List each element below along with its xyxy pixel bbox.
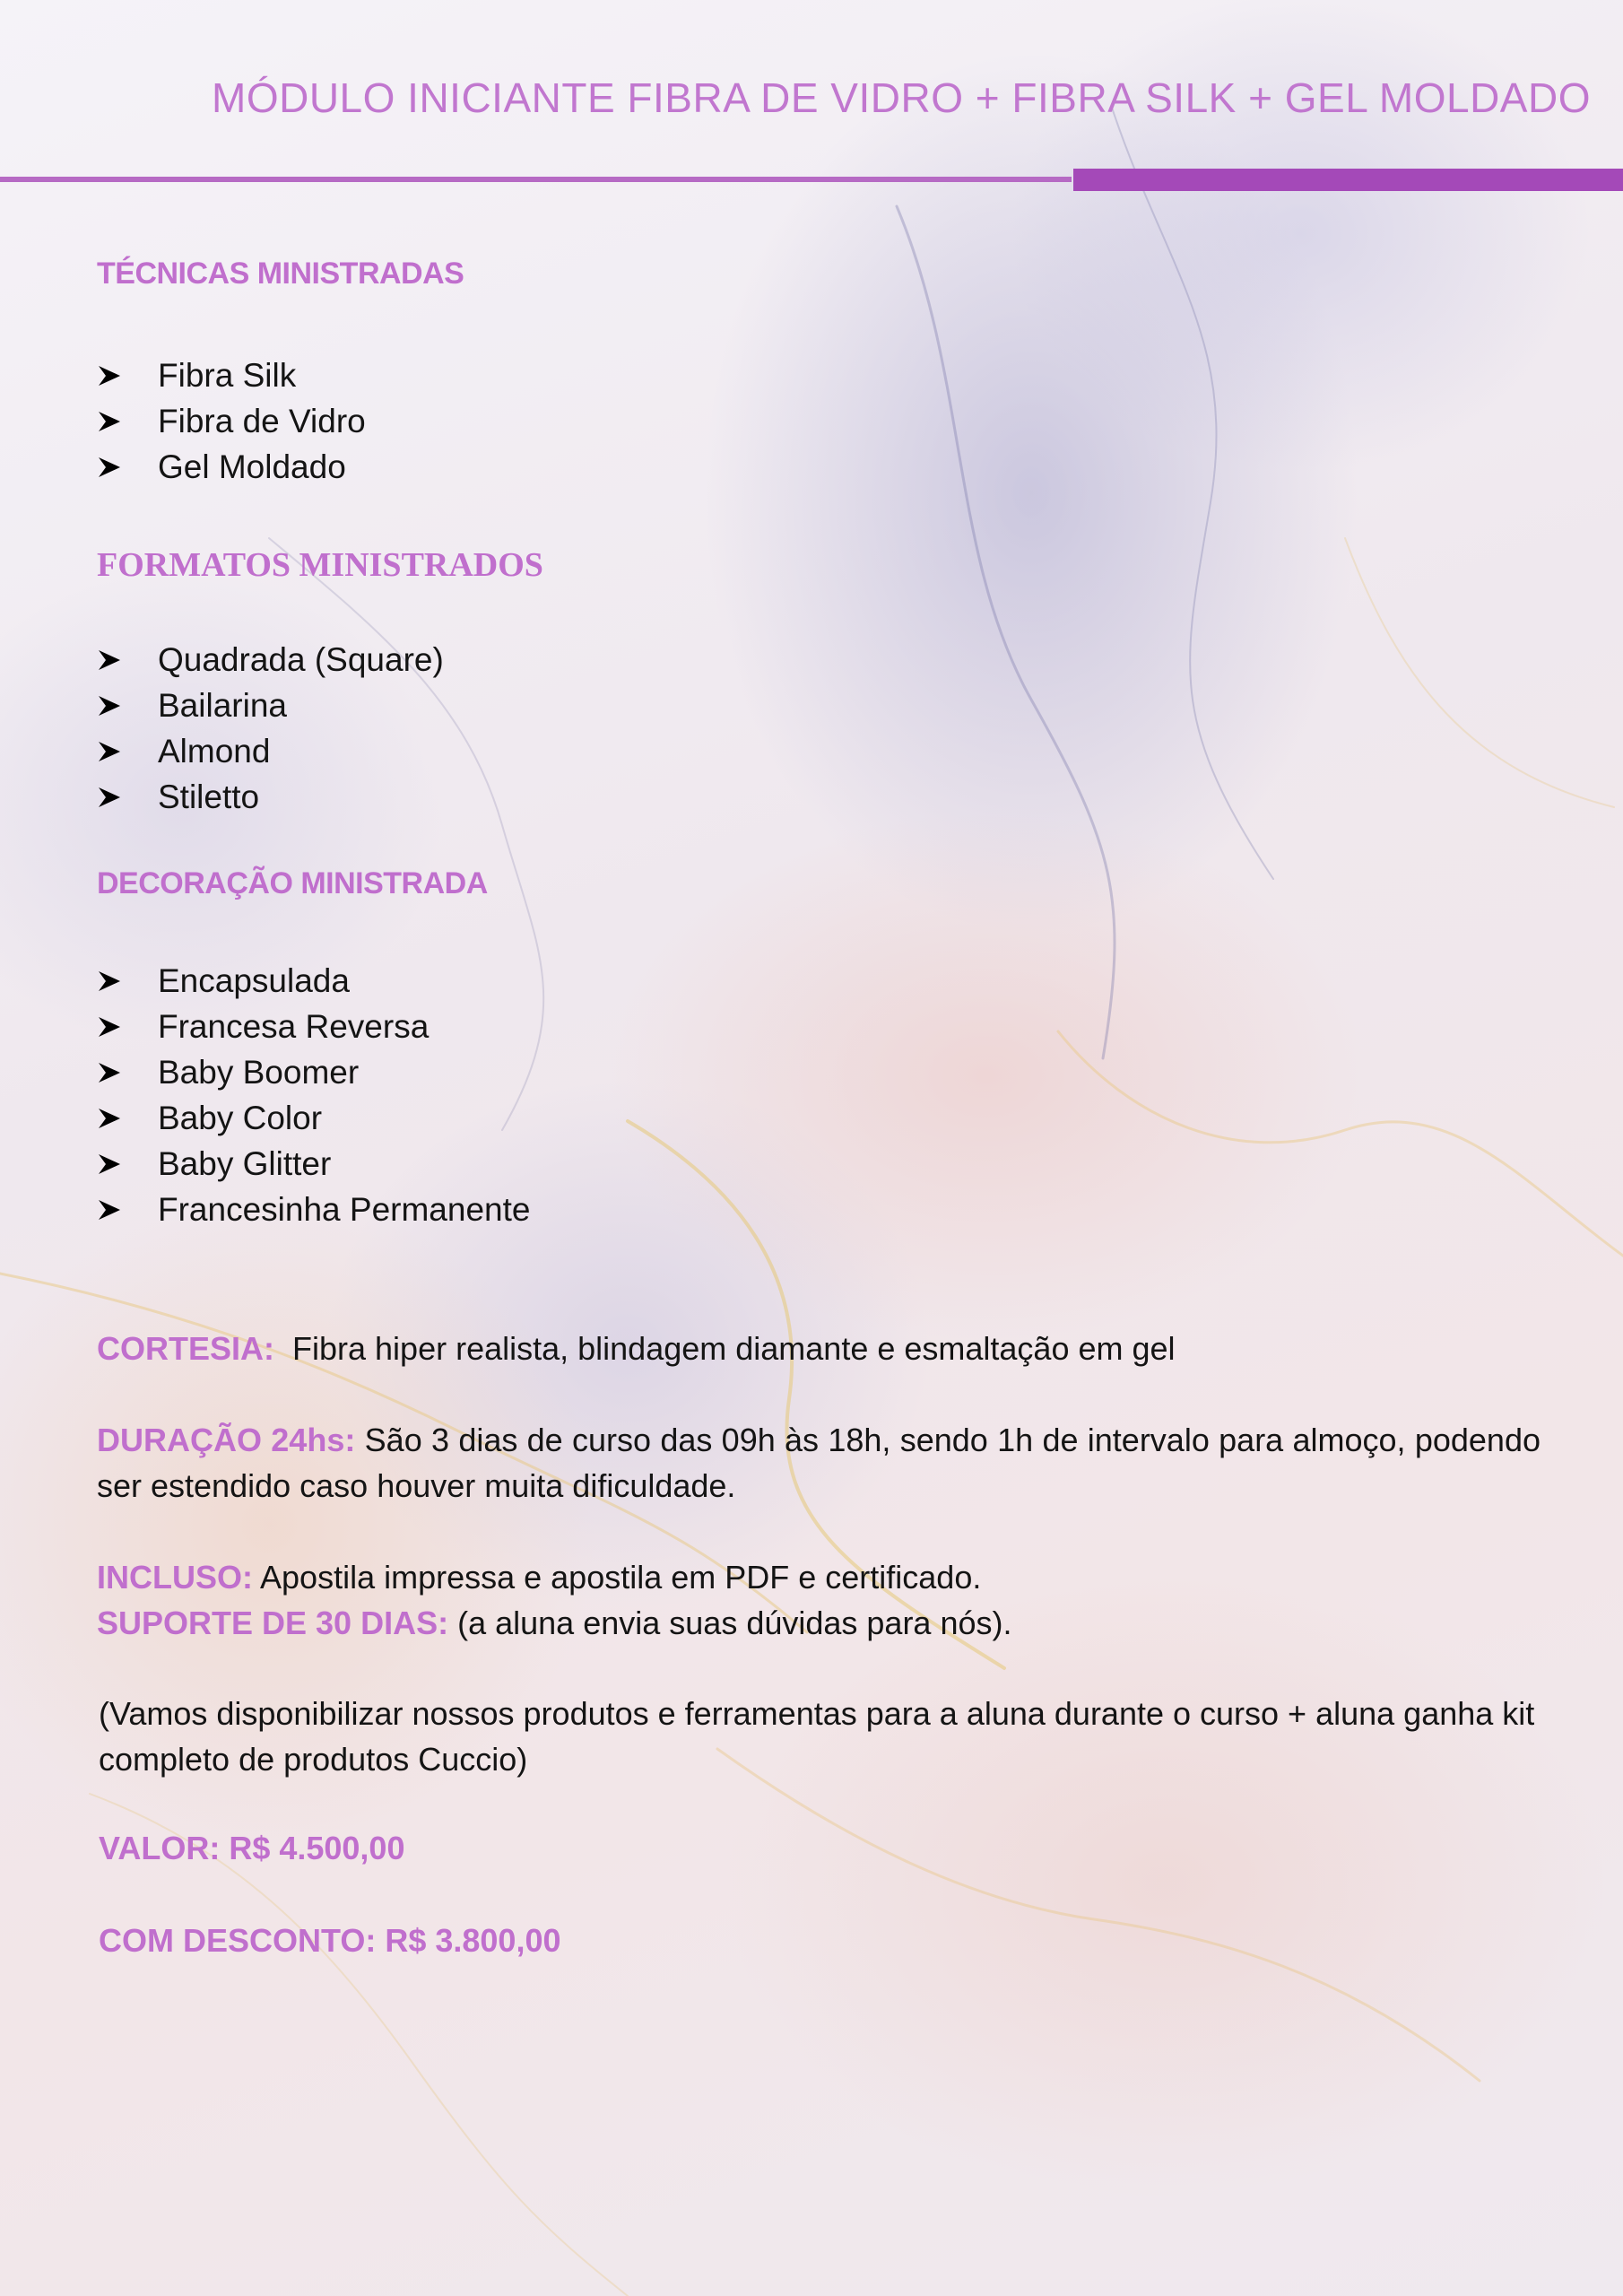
list-item-label: Baby Boomer: [158, 1053, 360, 1091]
header-rule-thick: [1073, 169, 1623, 191]
suporte-text: (a aluna envia suas dúvidas para nós).: [457, 1605, 1012, 1641]
duracao-paragraph: [97, 1417, 1541, 1509]
cortesia-label: CORTESIA:: [97, 1330, 274, 1367]
section-title-tecnicas: TÉCNICAS MINISTRADAS: [97, 257, 464, 291]
list-item-label: Francesa Reversa: [158, 1007, 430, 1045]
list-item-label: Francesinha Permanente: [158, 1190, 531, 1228]
list-item: [97, 1095, 530, 1141]
list-item: [97, 1004, 530, 1049]
duracao-text: São 3 dias de curso das 09h às 18h, sendo 1h de intervalo para almoço, podendo ser estendido caso houver muita dificuldade.: [97, 1422, 1541, 1504]
arrow-bullet-icon: [97, 410, 158, 433]
arrow-bullet-icon: [97, 648, 158, 672]
cortesia-paragraph: [97, 1326, 1541, 1371]
list-item: [97, 352, 366, 398]
page-title: MÓDULO INICIANTE FIBRA DE VIDRO + FIBRA SILK + GEL MOLDADO: [212, 74, 1591, 121]
arrow-bullet-icon: [97, 1015, 158, 1039]
list-item-label: Fibra de Vidro: [158, 402, 366, 439]
section-title-decoracao: DECORAÇÃO MINISTRADA: [97, 866, 488, 900]
list-item: [97, 774, 444, 820]
list-item: [97, 1141, 530, 1187]
arrow-bullet-icon: [97, 1061, 158, 1084]
list-item: [97, 637, 444, 683]
arrow-bullet-icon: [97, 970, 158, 993]
list-item-label: Baby Color: [158, 1099, 323, 1136]
list-item-label: Fibra Silk: [158, 356, 297, 394]
incluso-text: Apostila impressa e apostila em PDF e certificado.: [260, 1559, 982, 1596]
list-item: [97, 728, 444, 774]
arrow-bullet-icon: [97, 786, 158, 809]
price-discount: COM DESCONTO: R$ 3.800,00: [99, 1922, 561, 1959]
incluso-paragraph: [97, 1554, 1541, 1600]
arrow-bullet-icon: [97, 364, 158, 387]
list-decoracao: [97, 958, 530, 1232]
suporte-label: SUPORTE DE 30 DIAS:: [97, 1605, 449, 1641]
price-value: VALOR: R$ 4.500,00: [99, 1830, 405, 1866]
list-item-label: Encapsulada: [158, 961, 350, 999]
header-rule-thin: [0, 177, 1072, 182]
list-item: [97, 958, 530, 1004]
incluso-label: INCLUSO:: [97, 1559, 253, 1596]
arrow-bullet-icon: [97, 456, 158, 479]
list-item-label: Bailarina: [158, 686, 287, 724]
list-item-label: Gel Moldado: [158, 448, 346, 485]
list-item: [97, 444, 366, 490]
arrow-bullet-icon: [97, 1152, 158, 1176]
duracao-label: DURAÇÃO 24hs:: [97, 1422, 356, 1458]
list-formatos: [97, 637, 444, 820]
list-item-label: Baby Glitter: [158, 1144, 332, 1182]
suporte-paragraph: [97, 1600, 1541, 1646]
list-tecnicas: [97, 352, 366, 490]
list-item-label: Stiletto: [158, 778, 260, 815]
arrow-bullet-icon: [97, 1107, 158, 1130]
list-item: [97, 683, 444, 728]
arrow-bullet-icon: [97, 740, 158, 763]
arrow-bullet-icon: [97, 1198, 158, 1222]
list-item-label: Almond: [158, 732, 271, 770]
note-paragraph: (Vamos disponibilizar nossos produtos e ferramentas para a aluna durante o curso + aluna ganha kit completo de produtos Cuccio): [99, 1695, 1535, 1778]
list-item: [97, 1049, 530, 1095]
arrow-bullet-icon: [97, 694, 158, 718]
list-item: [97, 1187, 530, 1232]
list-item-label: Quadrada (Square): [158, 640, 444, 678]
cortesia-text: Fibra hiper realista, blindagem diamante e esmaltação em gel: [292, 1330, 1176, 1367]
section-title-formatos: FORMATOS MINISTRADOS: [97, 546, 543, 584]
list-item: [97, 398, 366, 444]
